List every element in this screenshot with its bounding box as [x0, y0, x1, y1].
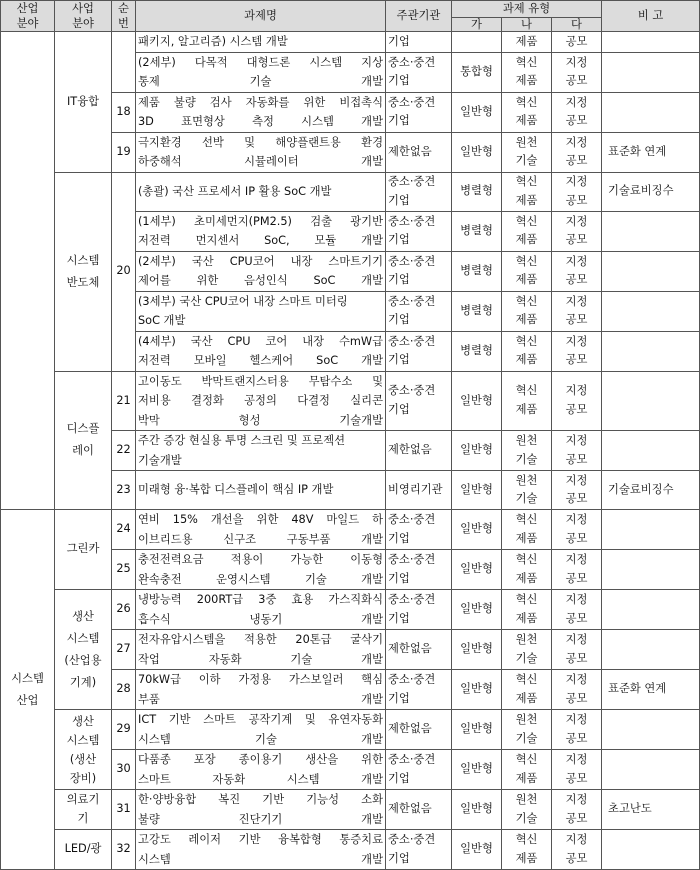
row-no: 31 [112, 790, 136, 830]
agency: 중소·중견 기업 [386, 52, 452, 92]
remark [602, 550, 700, 590]
header-type-a: 가 [452, 17, 502, 31]
agency: 제한없음 [386, 630, 452, 670]
type-c: 지정 공모 [552, 371, 602, 431]
type-a: 일반형 [452, 750, 502, 790]
agency: 중소·중견 기업 [386, 172, 452, 211]
type-c: 지정 공모 [552, 750, 602, 790]
header-remarks: 비 고 [602, 1, 700, 32]
type-c: 공모 [552, 32, 602, 53]
type-a: 일반형 [452, 790, 502, 830]
agency: 중소·중견 기업 [386, 830, 452, 870]
type-a: 일반형 [452, 630, 502, 670]
type-a: 일반형 [452, 471, 502, 510]
remark [602, 32, 700, 53]
agency: 중소·중견 기업 [386, 331, 452, 371]
type-b: 원천 기술 [502, 132, 552, 172]
header-task-name: 과제명 [136, 1, 386, 32]
task-name: 전자유압시스템을 적용한 20톤급 굴삭기 작업 자동화 기술 개발 [136, 630, 386, 670]
task-name: 미래형 융·복합 디스플레이 핵심 IP 개발 [136, 471, 386, 510]
type-b: 혁신 제품 [502, 830, 552, 870]
agency: 제한없음 [386, 710, 452, 750]
type-c: 지정 공모 [552, 510, 602, 550]
type-a: 병렬형 [452, 172, 502, 211]
industry-cell-blank [1, 32, 55, 510]
industry-system: 시스템 산업 [1, 510, 55, 870]
type-b: 혁신 제품 [502, 331, 552, 371]
remark: 표준화 연계 [602, 132, 700, 172]
type-a: 일반형 [452, 510, 502, 550]
type-b: 혁신 제품 [502, 52, 552, 92]
type-c: 지정 공모 [552, 790, 602, 830]
task-name: 고이동도 박막트랜지스터용 무탐수소 및 저비용 결정화 공정의 다결정 실리콘 박막 형성 기술개발 [136, 371, 386, 431]
agency: 중소·중견 기업 [386, 211, 452, 251]
remark [602, 211, 700, 251]
remark [602, 510, 700, 550]
type-c: 지정 공모 [552, 550, 602, 590]
task-name: ICT 기반 스마트 공작기계 및 유연자동화 시스템 기술 개발 [136, 710, 386, 750]
type-a: 병렬형 [452, 291, 502, 331]
task-name: 패키지, 알고리즘) 시스템 개발 [136, 32, 386, 53]
remark [602, 52, 700, 92]
agency: 중소·중견 기업 [386, 291, 452, 331]
type-a: 일반형 [452, 431, 502, 471]
agency: 중소·중견 기업 [386, 251, 452, 291]
type-b: 혁신 제품 [502, 371, 552, 431]
header-industry: 산업 분야 [1, 1, 55, 32]
remark [602, 590, 700, 630]
type-b: 혁신 제품 [502, 550, 552, 590]
type-a: 통합형 [452, 52, 502, 92]
row-no: 32 [112, 830, 136, 870]
header-type-c: 다 [552, 17, 602, 31]
agency: 제한없음 [386, 790, 452, 830]
row-no [112, 32, 136, 93]
type-a: 병렬형 [452, 251, 502, 291]
type-a: 일반형 [452, 830, 502, 870]
task-name: 충전전력요금 적용이 가능한 이동형 완속충전 운영시스템 기술 개발 [136, 550, 386, 590]
row-no: 30 [112, 750, 136, 790]
type-a: 일반형 [452, 710, 502, 750]
row-no: 23 [112, 471, 136, 510]
remark [602, 630, 700, 670]
agency: 중소·중견 기업 [386, 371, 452, 431]
type-a: 일반형 [452, 590, 502, 630]
row-no: 19 [112, 132, 136, 172]
header-business: 사업 분야 [55, 1, 112, 32]
type-c: 지정 공모 [552, 132, 602, 172]
type-c: 지정 공모 [552, 830, 602, 870]
type-c: 지정 공모 [552, 92, 602, 132]
type-b: 제품 [502, 32, 552, 53]
type-c: 지정 공모 [552, 431, 602, 471]
task-name: 극지환경 선박 및 해양플랜트용 환경 하중해석 시뮬레이터 개발 [136, 132, 386, 172]
task-name: 연비 15% 개선을 위한 48V 마일드 하 이브리드용 신구조 구동부품 개발 [136, 510, 386, 550]
type-b: 혁신 제품 [502, 172, 552, 211]
business-production-equipment: 생산 시스템 (생산 장비) [55, 710, 112, 790]
type-b: 원천 기술 [502, 790, 552, 830]
type-a: 병렬형 [452, 331, 502, 371]
type-b: 원천 기술 [502, 630, 552, 670]
remark [602, 251, 700, 291]
remark [602, 710, 700, 750]
row-no: 26 [112, 590, 136, 630]
header-agency: 주관기관 [386, 1, 452, 32]
remark [602, 92, 700, 132]
business-display: 디스플 레이 [55, 371, 112, 510]
type-a: 일반형 [452, 92, 502, 132]
header-no: 순 번 [112, 1, 136, 32]
type-c: 지정 공모 [552, 251, 602, 291]
row-no: 20 [112, 172, 136, 371]
type-c: 지정 공모 [552, 471, 602, 510]
type-c: 지정 공모 [552, 331, 602, 371]
type-b: 원천 기술 [502, 431, 552, 471]
agency: 중소·중견 기업 [386, 510, 452, 550]
agency: 제한없음 [386, 431, 452, 471]
type-b: 원천 기술 [502, 710, 552, 750]
row-no: 24 [112, 510, 136, 550]
task-name: 70kW급 이하 가정용 가스보일러 핵심 부품 개발 [136, 670, 386, 710]
type-b: 혁신 제품 [502, 670, 552, 710]
type-c: 지정 공모 [552, 670, 602, 710]
business-greencar: 그린카 [55, 510, 112, 590]
task-name: (2세부) 국산 CPU코어 내장 스마트기기 제어를 위한 음성인식 SoC 개발 [136, 251, 386, 291]
type-b: 혁신 제품 [502, 510, 552, 550]
task-name: 냉방능력 200RT급 3중 효용 가스직화식 흡수식 냉동기 개발 [136, 590, 386, 630]
type-a: 병렬형 [452, 211, 502, 251]
agency: 중소·중견 기업 [386, 92, 452, 132]
task-name: 한·양방융합 복진 기반 기능성 소화 불량 진단기기 개발 [136, 790, 386, 830]
remark [602, 331, 700, 371]
task-name: (4세부) 국산 CPU 코어 내장 수mW급 저전력 모바일 헬스케어 SoC 개발 [136, 331, 386, 371]
agency: 비영리기관 [386, 471, 452, 510]
business-production-industrial: 생산 시스템 (산업용 기계) [55, 590, 112, 710]
row-no: 27 [112, 630, 136, 670]
row-no: 21 [112, 371, 136, 431]
type-c: 지정 공모 [552, 291, 602, 331]
header-task-type: 과제 유형 [452, 1, 602, 18]
task-name: (1세부) 초미세먼지(PM2.5) 검출 광기반 저전력 먼지센서 SoC, 모듈 개발 [136, 211, 386, 251]
type-b: 혁신 제품 [502, 211, 552, 251]
agency: 중소·중견 기업 [386, 750, 452, 790]
agency: 중소·중견 기업 [386, 590, 452, 630]
task-name: (총괄) 국산 프로세서 IP 활용 SoC 개발 [136, 172, 386, 211]
row-no: 18 [112, 92, 136, 132]
type-c: 지정 공모 [552, 172, 602, 211]
agency: 중소·중견 기업 [386, 670, 452, 710]
task-name: 주간 증강 현실용 투명 스크린 및 프로젝션 기술개발 [136, 431, 386, 471]
agency: 중소·중견 기업 [386, 550, 452, 590]
type-c: 지정 공모 [552, 630, 602, 670]
type-b: 혁신 제품 [502, 92, 552, 132]
row-no: 25 [112, 550, 136, 590]
type-a: 일반형 [452, 371, 502, 431]
business-it: IT융합 [55, 32, 112, 173]
type-c: 지정 공모 [552, 590, 602, 630]
business-medical: 의료기 기 [55, 790, 112, 830]
type-a: 일반형 [452, 550, 502, 590]
type-b: 혁신 제품 [502, 750, 552, 790]
remark [602, 750, 700, 790]
task-name: (3세부) 국산 CPU코어 내장 스마트 미터링 SoC 개발 [136, 291, 386, 331]
task-name: 다품종 포장 종이용기 생산을 위한 스마트 자동화 시스템 개발 [136, 750, 386, 790]
remark [602, 371, 700, 431]
business-led: LED/광 [55, 830, 112, 870]
remark: 기술료비징수 [602, 172, 700, 211]
type-b: 혁신 제품 [502, 251, 552, 291]
type-c: 지정 공모 [552, 52, 602, 92]
row-no: 29 [112, 710, 136, 750]
header-type-b: 나 [502, 17, 552, 31]
task-name: (2세부) 다목적 대형드론 시스템 지상 통제 기술 개발 [136, 52, 386, 92]
type-b: 혁신 제품 [502, 291, 552, 331]
type-c: 지정 공모 [552, 211, 602, 251]
task-name: 제품 불량 검사 자동화를 위한 비접촉식 3D 표면형상 측정 시스템 개발 [136, 92, 386, 132]
type-c: 지정 공모 [552, 710, 602, 750]
agency: 제한없음 [386, 132, 452, 172]
remark [602, 431, 700, 471]
remark [602, 291, 700, 331]
type-a [452, 32, 502, 53]
remark: 초고난도 [602, 790, 700, 830]
type-b: 원천 기술 [502, 471, 552, 510]
agency: 기업 [386, 32, 452, 53]
remark: 기술료비징수 [602, 471, 700, 510]
business-semiconductor: 시스템 반도체 [55, 172, 112, 371]
task-name: 고강도 레이저 기반 융복합형 통증치료 시스템 개발 [136, 830, 386, 870]
row-no: 28 [112, 670, 136, 710]
remark: 표준화 연계 [602, 670, 700, 710]
type-b: 혁신 제품 [502, 590, 552, 630]
type-a: 일반형 [452, 132, 502, 172]
row-no: 22 [112, 431, 136, 471]
type-a: 일반형 [452, 670, 502, 710]
